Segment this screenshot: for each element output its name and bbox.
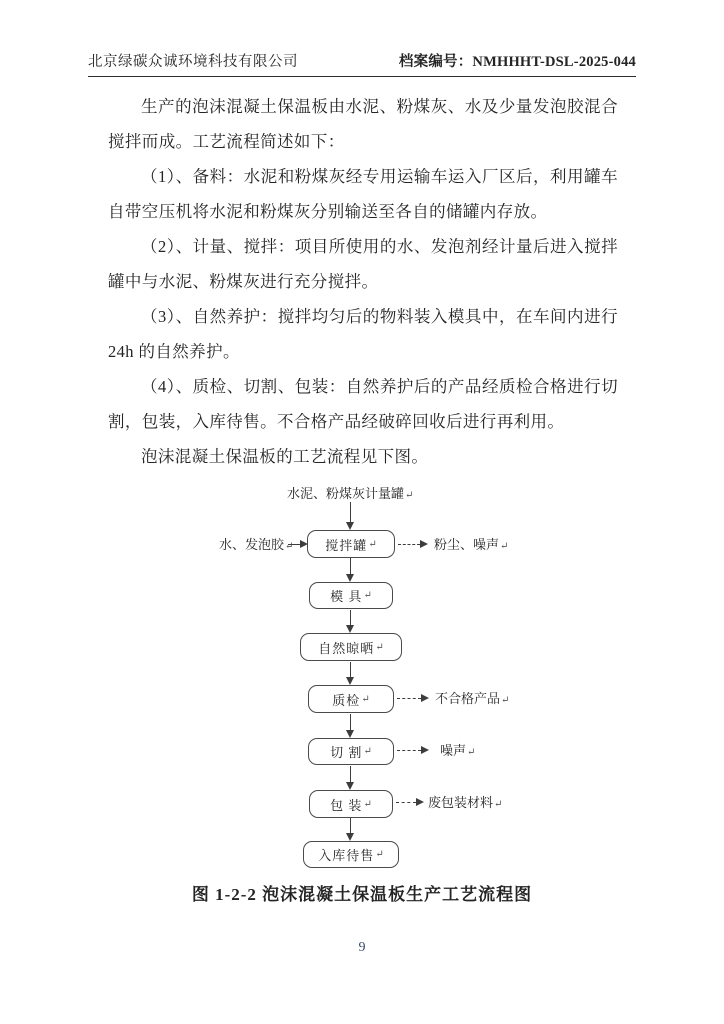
page-number: 9 [358,940,366,955]
flow-input-label-text: 水、发泡胶 [219,537,285,552]
flow-arrow-down [350,714,351,730]
flow-node-label: 模 具 [330,589,363,604]
flow-output-label-rejects [435,691,509,709]
flow-node-storage [303,841,399,868]
body-paragraph: （3）、自然养护：搅拌均匀后的物料装入模具中，在车间内进行 24h 的自然养护。 [108,307,618,361]
return-mark: ↵ [405,490,414,501]
flow-output-label-dust-noise [434,537,508,555]
return-mark: ↵ [375,641,384,653]
flow-node-natural-drying [300,633,402,661]
return-mark: ↵ [361,693,370,705]
return-mark: ↵ [501,695,510,706]
flow-arrow-output-noise [397,750,421,751]
flow-source-label-text: 水泥、粉煤灰计量罐 [287,486,405,501]
flow-node-label: 搅拌罐 [325,537,368,553]
flow-arrow-down [350,502,351,522]
flow-output-text: 噪声 [440,743,467,758]
flow-arrow-down [350,558,351,574]
page-header [88,50,636,77]
body-paragraph: （4）、质检、切割、包装：自然养护后的产品经质检合格进行切割，包装，入库待售。不合格产品经破碎回收后进行再利用。 [108,377,618,431]
flow-output-label-waste-packaging [428,795,502,813]
return-mark: ↵ [285,541,294,552]
flow-arrow-down [350,610,351,625]
body-paragraph: 泡沫混凝土保温板的工艺流程见下图。 [141,447,429,466]
flow-arrow-down [350,766,351,782]
flow-output-text: 废包装材料 [428,795,494,810]
flow-input-label [219,537,293,555]
flow-arrow-input [288,544,300,545]
return-mark: ↵ [363,798,372,810]
return-mark: ↵ [363,590,372,601]
flow-output-text: 粉尘、噪声 [434,537,500,552]
return-mark: ↵ [368,538,377,550]
flow-arrow-down [350,662,351,677]
flow-node-label: 切 割 [330,745,363,760]
body-paragraph: （2）、计量、搅拌：项目所使用的水、发泡剂经计量后进入搅拌罐中与水泥、粉煤灰进行充分搅拌。 [108,237,618,291]
flow-node-label: 自然晾晒 [318,640,375,656]
flow-node-quality-check [308,685,394,713]
flow-node-label: 包 装 [330,797,363,813]
flow-node-mixing-tank [307,530,395,558]
flow-output-text: 不合格产品 [435,691,501,706]
return-mark: ↵ [500,541,509,552]
flow-arrow-output-rejects [397,698,421,699]
flow-node-packing [309,790,393,818]
figure-caption: 图 1-2-2 泡沫混凝土保温板生产工艺流程图 [191,885,533,904]
flow-node-mold [309,582,393,609]
return-mark: ↵ [375,849,384,860]
body-text [108,89,618,474]
return-mark: ↵ [363,746,372,757]
flow-node-label: 入库待售 [318,848,375,863]
flow-arrow-output-waste-packaging [396,802,416,803]
flow-arrow-output-dust-noise [398,544,420,545]
flow-node-label: 质检 [332,692,361,708]
flow-output-label-noise [440,743,475,761]
return-mark: ↵ [467,747,476,758]
process-flowchart [108,478,618,878]
flow-arrow-down [350,818,351,833]
return-mark: ↵ [494,799,503,810]
company-name: 北京绿碳众诚环境科技有限公司 [88,54,298,70]
file-number: 档案编号：NMHHHT-DSL-2025-044 [398,54,636,70]
body-paragraph: （1）、备料：水泥和粉煤灰经专用运输车运入厂区后，利用罐车自带空压机将水泥和粉煤灰分别输送至各自的储罐内存放。 [108,167,618,221]
body-paragraph: 生产的泡沫混凝土保温板由水泥、粉煤灰、水及少量发泡胶混合搅拌而成。工艺流程简述如下： [108,97,618,151]
flow-node-cutting [308,738,394,765]
